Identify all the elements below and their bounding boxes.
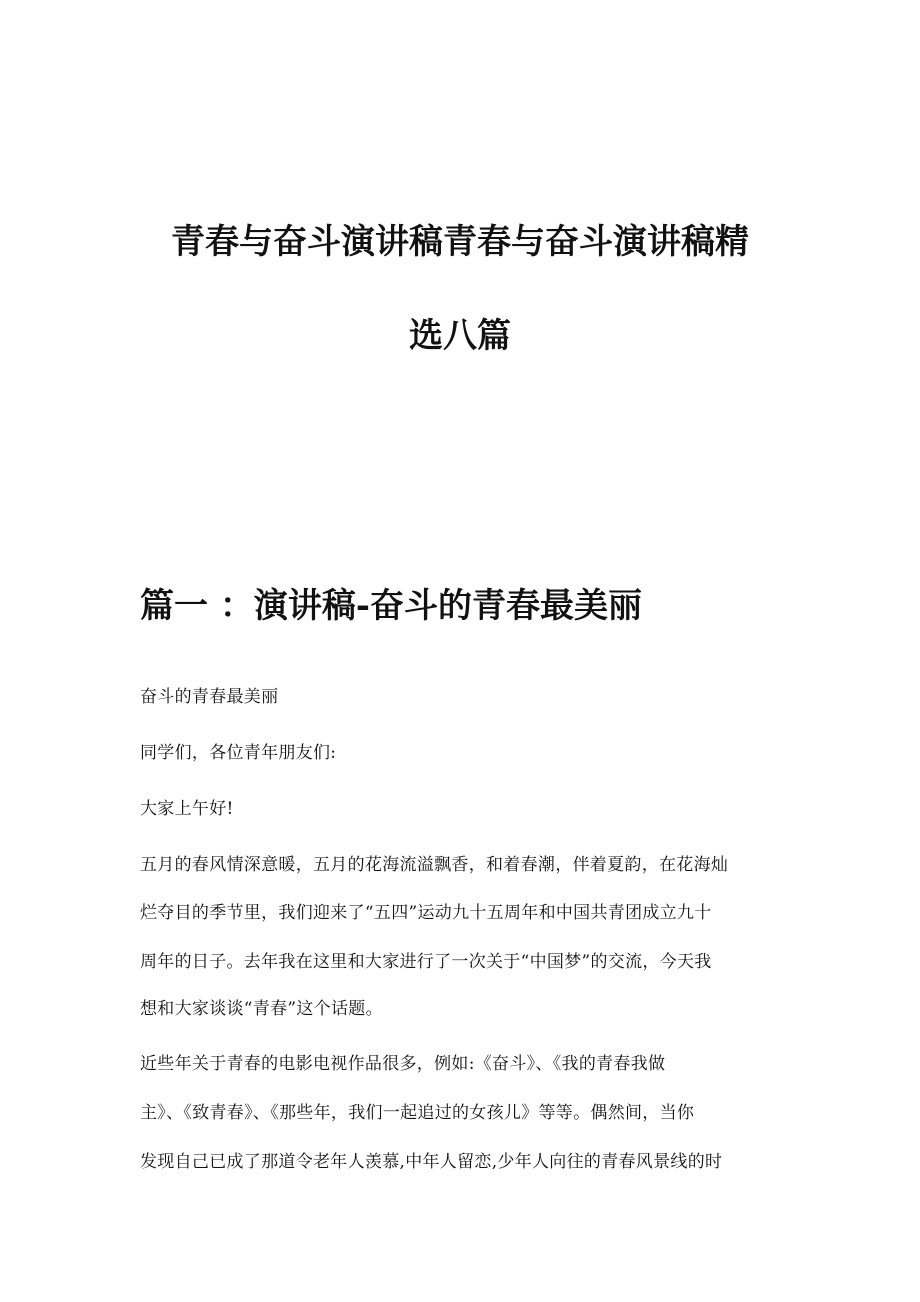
paragraph-line: 想和大家谈谈“青春”这个话题。	[140, 999, 383, 1019]
paragraph-line: 五月的春风情深意暖，五月的花海流溢飘香，和着春潮，伴着夏韵，在花海灿	[140, 855, 729, 875]
paragraph-line: 周年的日子。去年我在这里和大家进行了一次关于“中国梦”的交流，今天我	[140, 952, 712, 972]
paragraph-line: 近些年关于青春的电影电视作品很多，例如:《奋斗》、《我的青春我做	[140, 1054, 666, 1074]
paragraph-line: 发现自己已成了那道令老年人羡慕,中年人留恋,少年人向往的青春风景线的时	[140, 1152, 723, 1172]
paragraph-line: 奋斗的青春最美丽	[140, 687, 279, 707]
document-title-line-2: 选八篇	[409, 316, 511, 356]
paragraph-line: 大家上午好!	[140, 799, 234, 819]
document-title-line-1: 青春与奋斗演讲稿青春与奋斗演讲稿精	[171, 222, 749, 262]
paragraph-line: 烂夺目的季节里，我们迎来了“五四”运动九十五周年和中国共青团成立九十	[140, 903, 712, 923]
paragraph-line: 主》、《致青春》、《那些年，我们一起追过的女孩儿》等等。偶然间，当你	[140, 1103, 695, 1123]
paragraph-line: 同学们，各位青年朋友们:	[140, 743, 337, 763]
section-heading: 篇一 ：演讲稿-奋斗的青春最美丽	[140, 586, 642, 626]
